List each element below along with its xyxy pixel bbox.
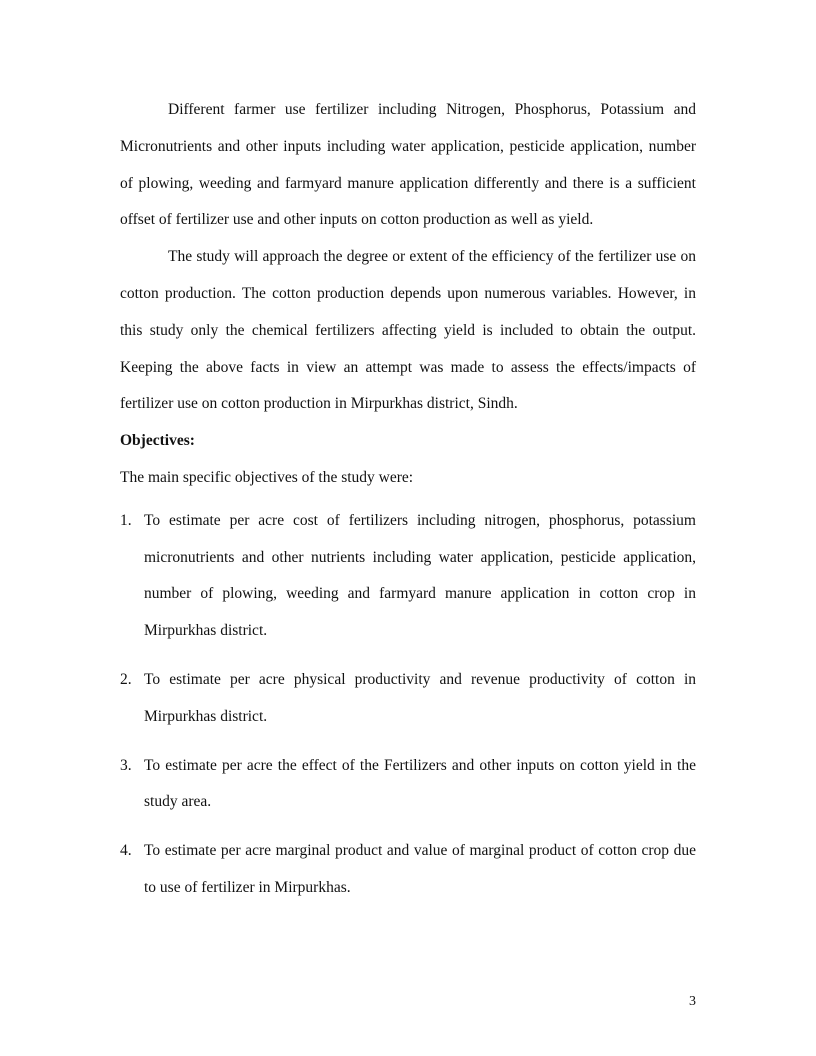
objectives-intro: The main specific objectives of the study were: [120,468,414,486]
objective-item [120,748,696,822]
objective-number: 4. [120,842,132,860]
objectives-heading: Objectives: [120,432,195,450]
objective-text: To estimate per acre marginal product and value of marginal product of cotton crop due to use of fertilizer in Mirpurkhas. [144,842,696,896]
objective-text: To estimate per acre physical productivity and revenue productivity of cotton in Mirpurkhas district. [144,670,696,725]
objective-number: 3. [120,756,132,774]
objective-text: To estimate per acre cost of fertilizers including nitrogen, phosphorus, potassium micronutrients and other nutrients including water application, pesticide application, number of plowing, weeding and farmyard manure application in cotton crop in Mirpurkhas district. [144,511,696,640]
document-body [120,92,696,919]
body-paragraph-1: Different farmer use fertilizer including Nitrogen, Phosphorus, Potassium and Micronutrients and other inputs including water application, pesticide application, number of plowing, weeding and farmyard manure application differently and there is a sufficient offset of fertilizer use and other inputs on cotton production as well as yield. [120,101,696,229]
body-paragraph-2: The study will approach the degree or extent of the efficiency of the fertilizer use on cotton production. The cotton production depends upon numerous variables. However, in this study only the chemical fertilizers affecting yield is included to obtain the output. Keeping the above facts in view an attempt was made to assess the effects/impacts of fertilizer use on cotton production in Mirpurkhas district, Sindh. [120,248,696,413]
objective-text: To estimate per acre the effect of the Fertilizers and other inputs on cotton yield in the study area. [144,756,696,811]
objective-item [120,503,696,650]
objective-item [120,662,696,736]
objectives-list [120,503,696,907]
objective-number: 2. [120,670,132,688]
objective-number: 1. [120,511,132,529]
objective-item [120,833,696,907]
page-number: 3 [689,994,696,1009]
